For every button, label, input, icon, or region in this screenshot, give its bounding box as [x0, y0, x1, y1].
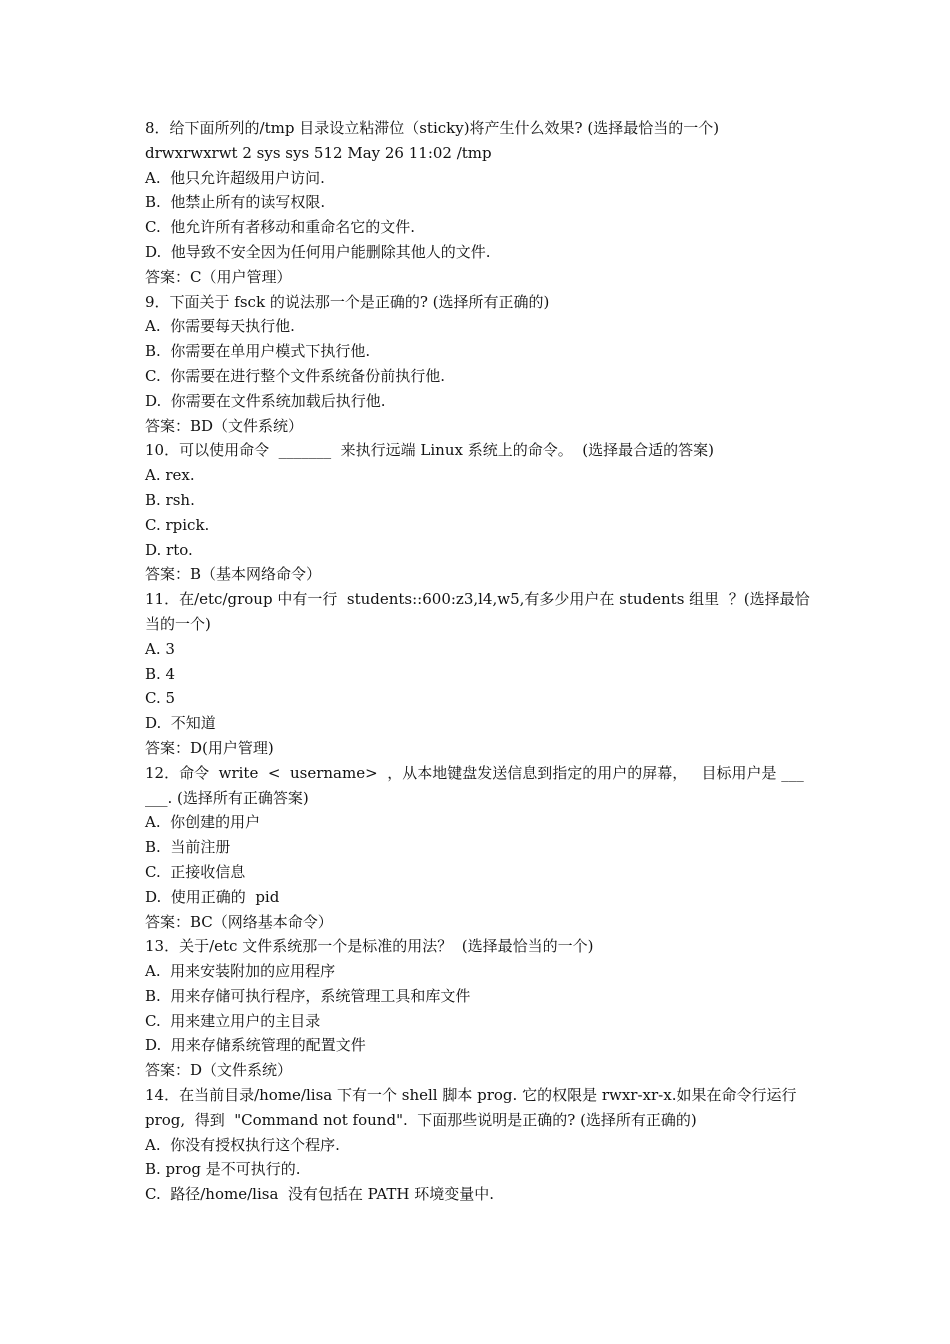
text-line: 9．下面关于 fsck 的说法那一个是正确的? (选择所有正确的)	[145, 292, 550, 311]
text-line: 答案：BC（网络基本命令）	[145, 912, 333, 931]
text-line: B. 你需要在单用户模式下执行他.	[145, 342, 371, 361]
text-line: D. 使用正确的 pid	[145, 887, 280, 906]
text-line: D. 用来存储系统管理的配置文件	[145, 1036, 366, 1055]
text-line: drwxrwxrwt 2 sys sys 512 May 26 11:02 /tmp	[145, 143, 492, 162]
text-line: A. 他只允许超级用户访问.	[145, 168, 325, 187]
text-line: C. 正接收信息	[145, 862, 246, 881]
text-line: 14．在当前目录/home/lisa 下有一个 shell 脚本 prog. 它的权限是 rwxr-xr-x.如果在命令行运行 prog, 得到 "Command not found". 下面那些说明是正确的? (选择所有正确的)	[145, 1086, 802, 1129]
text-line: 12．命令 write < username> ，从本地键盘发送信息到指定的用户的屏幕， 目标用户是 ______. (选择所有正确答案)	[145, 763, 804, 807]
text-line: D. 不知道	[145, 714, 216, 733]
text-line: D. 你需要在文件系统加载后执行他.	[145, 391, 386, 410]
text-line: C. 5	[145, 689, 176, 708]
text-line: B. rsh.	[145, 490, 195, 509]
text-line: A. 用来安装附加的应用程序	[145, 962, 336, 981]
text-line: B. 4	[145, 664, 176, 683]
text-line: B. 用来存储可执行程序，系统管理工具和库文件	[145, 986, 471, 1005]
text-line: D. rto.	[145, 540, 193, 559]
document-body	[145, 116, 810, 1207]
text-line: 13．关于/etc 文件系统那一个是标准的用法？ (选择最恰当的一个)	[145, 937, 594, 956]
text-line: B. 他禁止所有的读写权限.	[145, 193, 326, 212]
text-line: C. 你需要在进行整个文件系统备份前执行他.	[145, 366, 446, 385]
text-line: C. rpick.	[145, 515, 210, 534]
text-line: B. 当前注册	[145, 838, 231, 857]
text-line: C. 路径/home/lisa 没有包括在 PATH 环境变量中.	[145, 1185, 495, 1204]
text-line: 答案：C（用户管理）	[145, 267, 292, 286]
text-line: 10．可以使用命令 _______ 来执行远端 Linux 系统上的命令。 (选择最合适的答案)	[145, 441, 714, 460]
text-line: 答案：BD（文件系统）	[145, 416, 304, 435]
text-line: B. prog 是不可执行的.	[145, 1160, 301, 1179]
text-line: A. 3	[145, 639, 175, 658]
text-line: A. 你创建的用户	[145, 813, 261, 832]
text-line: C. 他允许所有者移动和重命名它的文件.	[145, 218, 416, 237]
text-line: 答案：D(用户管理)	[145, 738, 274, 757]
text-line: 11．在/etc/group 中有一行 students::600:z3,l4,w5,有多少用户在 students 组里 ？(选择最恰当的一个)	[145, 590, 810, 633]
text-line: 答案：D（文件系统）	[145, 1061, 293, 1080]
text-line: 8．给下面所列的/tmp 目录设立粘滞位（sticky)将产生什么效果? (选择最恰当的一个)	[145, 119, 720, 137]
text-line: A. rex.	[145, 466, 195, 485]
text-line: 答案：B（基本网络命令）	[145, 565, 322, 584]
text-line: A. 你需要每天执行他.	[145, 317, 295, 336]
text-line: C. 用来建立用户的主目录	[145, 1011, 321, 1030]
text-line: A. 你没有授权执行这个程序.	[145, 1135, 340, 1154]
text-line: D. 他导致不安全因为任何用户能删除其他人的文件.	[145, 242, 491, 261]
